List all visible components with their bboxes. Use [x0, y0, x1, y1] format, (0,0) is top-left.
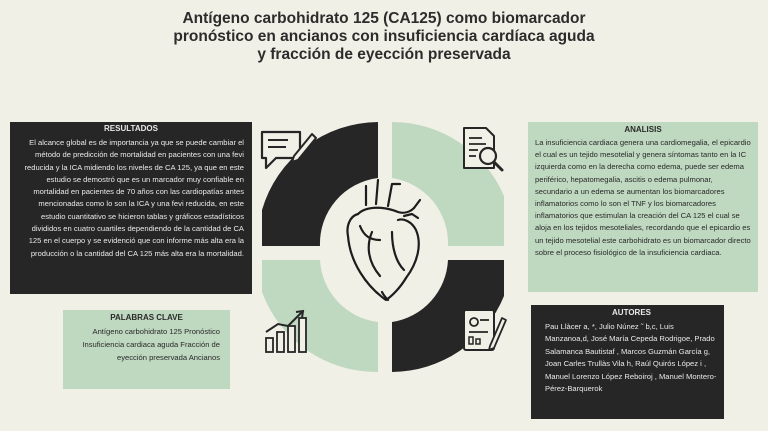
resultados-heading: RESULTADOS	[104, 124, 158, 133]
title-line-2: pronóstico en ancianos con insuficiencia cardíaca aguda	[173, 28, 595, 45]
speech-bubble-pencil-icon	[256, 126, 318, 174]
document-magnifier-icon	[456, 124, 508, 174]
autores-heading: AUTORES	[612, 308, 651, 317]
report-pencil-icon	[458, 306, 508, 356]
palabras-clave-heading: PALABRAS CLAVE	[110, 313, 183, 322]
autores-body: Pau Llàcer a, *, Julio Núnez ˜ b,c, Luis Manzanoa,d, José María Cepeda Rodrigoe, Prado Salamanca Bautistaf , Marcos Guzmán García g, Joan Carles Trullàs Vila h, Raúl Quirós López i , Manuel Lorenzo López Reboiroj , Manuel Montero-Pérez-Barquerok	[545, 322, 717, 394]
palabras-clave-body: Antígeno carbohidrato 125 Pronóstico Insuficiencia cardiaca aguda Fracción de eyección preservada Ancianos	[82, 327, 220, 362]
resultados-body: El alcance global es de importancia ya que se puede cambiar el método de predicción de mortalidad en pacientes con una fevi reducida y la ICA midiendo los niveles de CA 125, ya que en este estudio se demostró que es un marcador muy confiable en mortalidad en pacientes de 70 años con las cardiopatías antes mencionadas como lo son la ICA y una fevi reducida, en este estudio cuantitativo se hicieron tablas y gráficos estadísticos divididos en cuatro cuartiles dependiendo de la cantidad de CA 125 en el cuerpo y se evidenció que con informe más alta era la producción o la cantidad del CA 125 más alta era la mortalidad.	[24, 138, 244, 258]
palabras-clave-panel	[63, 310, 230, 389]
anatomical-heart-icon	[347, 180, 420, 300]
analisis-heading: ANALISIS	[624, 125, 662, 134]
growth-chart-icon	[262, 306, 312, 356]
page-title	[120, 10, 648, 64]
title-line-3: y fracción de eyección preservada	[257, 46, 511, 63]
title-line-1: Antígeno carbohidrato 125 (CA125) como biomarcador	[182, 10, 586, 27]
analisis-body: La insuficiencia cardiaca genera una cardiomegalia, el epicardio el cual es un tejido mesotelial y genera síntomas tanto en la IC izquierda como en la derecha como edema, puede ser edema periférico, hepatomegalia, ascitis o edema pulmonar, secundario a un edema se aumentan los biomarcadores inflamatorios como lo son el TNF y los biomarcadores inflamatorios que estimulan la creación del CA 125 el cual se aloja en los tejidos mesoteliales, recordando que el epicardio es un tejido mesotelial este carbohidrato es un biomarcador directo sobre el proceso fisiológico de la insuficiencia cardiaca.	[535, 138, 751, 257]
analisis-panel	[528, 122, 758, 292]
resultados-panel	[10, 122, 252, 294]
autores-panel	[531, 305, 724, 419]
